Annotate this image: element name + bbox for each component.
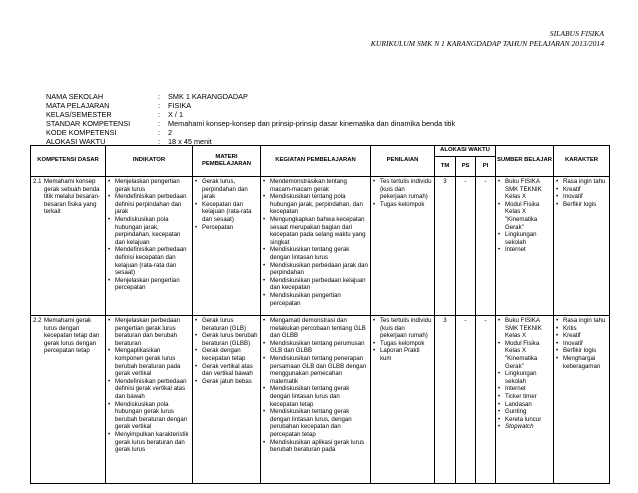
header-ps: PS xyxy=(456,157,476,177)
list-item: • Menyimpulkan karakteristik gerak lurus beraturan dan gerak lurus xyxy=(108,431,190,454)
header-indikator: INDIKATOR xyxy=(106,146,193,177)
ps-cell: - xyxy=(456,316,476,484)
list-item: • Menghargai keberagaman xyxy=(556,355,607,370)
list-item: • Tugas kelompok xyxy=(373,201,432,209)
tm-cell: 3 xyxy=(435,316,456,484)
kd-cell: 2.1 Memahami konsep gerak sebuah benda titik melalui besaran-besaran fisika yang terkait xyxy=(31,177,106,316)
list-item: • Kritis xyxy=(556,325,607,333)
list-item: • Menjelaskan pengertian gerak lurus xyxy=(108,178,190,193)
kd-cell: 2.2 Memahami gerak lurus dengan kecepatan tetap dan gerak lurus dengan percepatan tetap xyxy=(31,316,106,484)
list-item: • Modul Fisika Kelas X "Kinematika Gerak" xyxy=(498,340,551,370)
list-item: • Gerak dengan kecepatan tetap xyxy=(195,347,258,362)
syllabus-table xyxy=(30,145,610,484)
pi-cell: - xyxy=(476,316,496,484)
list-item: • Mendiskusikan tentang gerak dengan lintasan lurus dan kecepatan tetap xyxy=(263,385,368,408)
list-item: • Mendefinisikan perbedaan definisi perpindahan dan jarak xyxy=(108,193,190,216)
list-item: • Rasa ingin tahu xyxy=(556,317,607,325)
list-item: • Percepatan xyxy=(195,224,258,232)
header-pi: PI xyxy=(476,157,496,177)
list-item: • Mendiskusikan tentang perumusan GLB dan GLBB xyxy=(263,340,368,355)
list-item: • Mendiskusikan pola hubungan gerak lurus berubah beraturan dengan gerak vertikal xyxy=(108,401,190,431)
list-item: • Gerak vertikal atas dan vertikal bawah xyxy=(195,363,258,378)
list-item: • Mendiskusikan perbedaan jarak dan perpindahan xyxy=(263,262,368,277)
list-item: • Kereta luncur xyxy=(498,416,551,424)
list-item: • Buku FISIKA SMK TEKNIK Kelas X xyxy=(498,178,551,201)
meta-row-code: KODE KOMPETENSI : 2 xyxy=(46,128,173,138)
pi-cell: - xyxy=(476,177,496,316)
list-item: • Mendiskusikan perbedaan kelajuan dan kecepatan xyxy=(263,277,368,292)
table-row xyxy=(31,177,610,316)
list-item: • Menjelaskan perbedaan pengertian gerak lurus beraturan dan berubah beraturan xyxy=(108,317,190,347)
kegiatan-cell xyxy=(261,316,371,484)
list-item: • Landasan xyxy=(498,401,551,409)
document-subtitle: KURIKULUM SMK N 1 KARANGDADAP TAHUN PELAJARAN 2013/2014 xyxy=(370,39,604,48)
kegiatan-cell xyxy=(261,177,371,316)
materi-cell xyxy=(193,177,261,316)
list-item: • Berfikir logis xyxy=(556,347,607,355)
meta-row-class: KELAS/SEMESTER : X / 1 xyxy=(46,110,184,120)
list-item: • Inovatif xyxy=(556,340,607,348)
list-item: • Modul Fisika Kelas X "Kinematika Gerak" xyxy=(498,201,551,231)
list-item: • Kecepatan dan kelajuan (rata-rata dan sesaat) xyxy=(195,201,258,224)
list-item: • Ticker timer xyxy=(498,393,551,401)
header-penilaian: PENILAIAN xyxy=(371,146,435,177)
list-item: • Mengaplikasikan komponen gerak lurus berubah beraturan pada gerak vertikal xyxy=(108,347,190,377)
list-item: • Gerak lurus beraturan (GLB) xyxy=(195,317,258,332)
list-item: • Mengamati demonstrasi dan melakukan percobaan tentang GLB dan GLBB xyxy=(263,317,368,340)
karakter-cell xyxy=(554,177,610,316)
list-item: • Laporan Prakti kum xyxy=(373,347,432,362)
header-kegiatan: KEGIATAN PEMBELAJARAN xyxy=(261,146,371,177)
list-item: • Lingkungan sekolah xyxy=(498,231,551,246)
materi-cell xyxy=(193,316,261,484)
indikator-cell xyxy=(106,177,193,316)
list-item: • Lingkungan sekolah xyxy=(498,370,551,385)
header-kd: KOMPETENSI DASAR xyxy=(31,146,106,177)
sumber-cell xyxy=(496,177,554,316)
list-item: • Mendiskusikan pola hubungan jarak, perpindahan, kecepatan dan kelajuan xyxy=(108,216,190,246)
meta-row-subject: MATA PELAJARAN : FISIKA xyxy=(46,101,192,111)
list-item: • Menjelaskan pengertian percepatan xyxy=(108,277,190,292)
meta-row-competency: STANDAR KOMPETENSI : Memahami konsep-konsep dan prinsip-prinsip dasar kinematika dan dinamika benda titik xyxy=(46,119,456,129)
header-sumber: SUMBER BELAJAR xyxy=(496,146,554,177)
list-item: • Gerak lurus berubah beraturan (GLBB) xyxy=(195,332,258,347)
list-item: • Mendiskusikan pengertian percepatan xyxy=(263,292,368,307)
penilaian-cell xyxy=(371,316,435,484)
ps-cell: - xyxy=(456,177,476,316)
list-item: • Gunting xyxy=(498,408,551,416)
list-item: • Kreatif xyxy=(556,332,607,340)
list-item: • Internet xyxy=(498,385,551,393)
list-item: • Rasa ingin tahu xyxy=(556,178,607,186)
list-item: • Stopwatch xyxy=(498,423,551,431)
list-item: • Mendiskusikan tentang pola hubungan jarak, perpindahan, dan kecepatan xyxy=(263,193,368,216)
list-item: • Mengungkapkan bahwa kecepatan sesaat merupakan bagian dari kecepatan pada selang waktu yang singkat xyxy=(263,216,368,246)
list-item: • Inovatif xyxy=(556,193,607,201)
list-item: • Mendefinisikan perbedaan definisi kecepatan dan kelajuan (rata-rata dan sesaat) xyxy=(108,246,190,276)
meta-row-time: ALOKASI WAKTU : 18 x 45 menit xyxy=(46,137,212,147)
list-item: • Kreatif xyxy=(556,186,607,194)
list-item: • Gerak lurus, perpindahan dan jarak xyxy=(195,178,258,201)
penilaian-cell xyxy=(371,177,435,316)
list-item: • Tes tertulis individu (kuis dan pekerjaan rumah) xyxy=(373,178,432,201)
list-item: • Mendiskusikan aplikasi gerak lurus berubah beraturan pada xyxy=(263,439,368,454)
tm-cell: 3 xyxy=(435,177,456,316)
header-materi: MATERI PEMBELAJARAN xyxy=(193,146,261,177)
list-item: • Mendemonstrasikan tentang macam-macam gerak xyxy=(263,178,368,193)
list-item: • Buku FISIKA SMK TEKNIK Kelas X xyxy=(498,317,551,340)
header-karakter: KARAKTER xyxy=(554,146,610,177)
header-alokasi: ALOKASI WAKTU xyxy=(435,146,496,157)
list-item: • Tugas kelompok xyxy=(373,340,432,348)
list-item: • Mendiskusikan tentang gerak dengan lintasan lurus, dengan perubahan kecepatan dan percepatan tetap xyxy=(263,408,368,438)
meta-block xyxy=(46,92,455,147)
list-item: • Berfikir logis xyxy=(556,201,607,209)
document-title: SILABUS FISIKA xyxy=(549,29,604,38)
list-item: • Mendefinisikan perbedaan definisi gerak vertikal atas dan bawah xyxy=(108,378,190,401)
list-item: • Mendiskusikan tentang penerapan persamaan GLB dan GLBB dengan menggunakan pemecahan matematik xyxy=(263,355,368,385)
list-item: • Internet xyxy=(498,246,551,254)
header-tm: TM xyxy=(435,157,456,177)
list-item: • Gerak jatuh bebas xyxy=(195,378,258,386)
list-item: • Mendiskusikan tentang gerak dengan lintasan lurus xyxy=(263,246,368,261)
meta-row-school: NAMA SEKOLAH : SMK 1 KARANGDADAP xyxy=(46,92,248,101)
list-item: • Tes tertulis individu (kuis dan pekerjaan rumah) xyxy=(373,317,432,340)
sumber-cell xyxy=(496,316,554,484)
table-row xyxy=(31,316,610,484)
indikator-cell xyxy=(106,316,193,484)
karakter-cell xyxy=(554,316,610,484)
